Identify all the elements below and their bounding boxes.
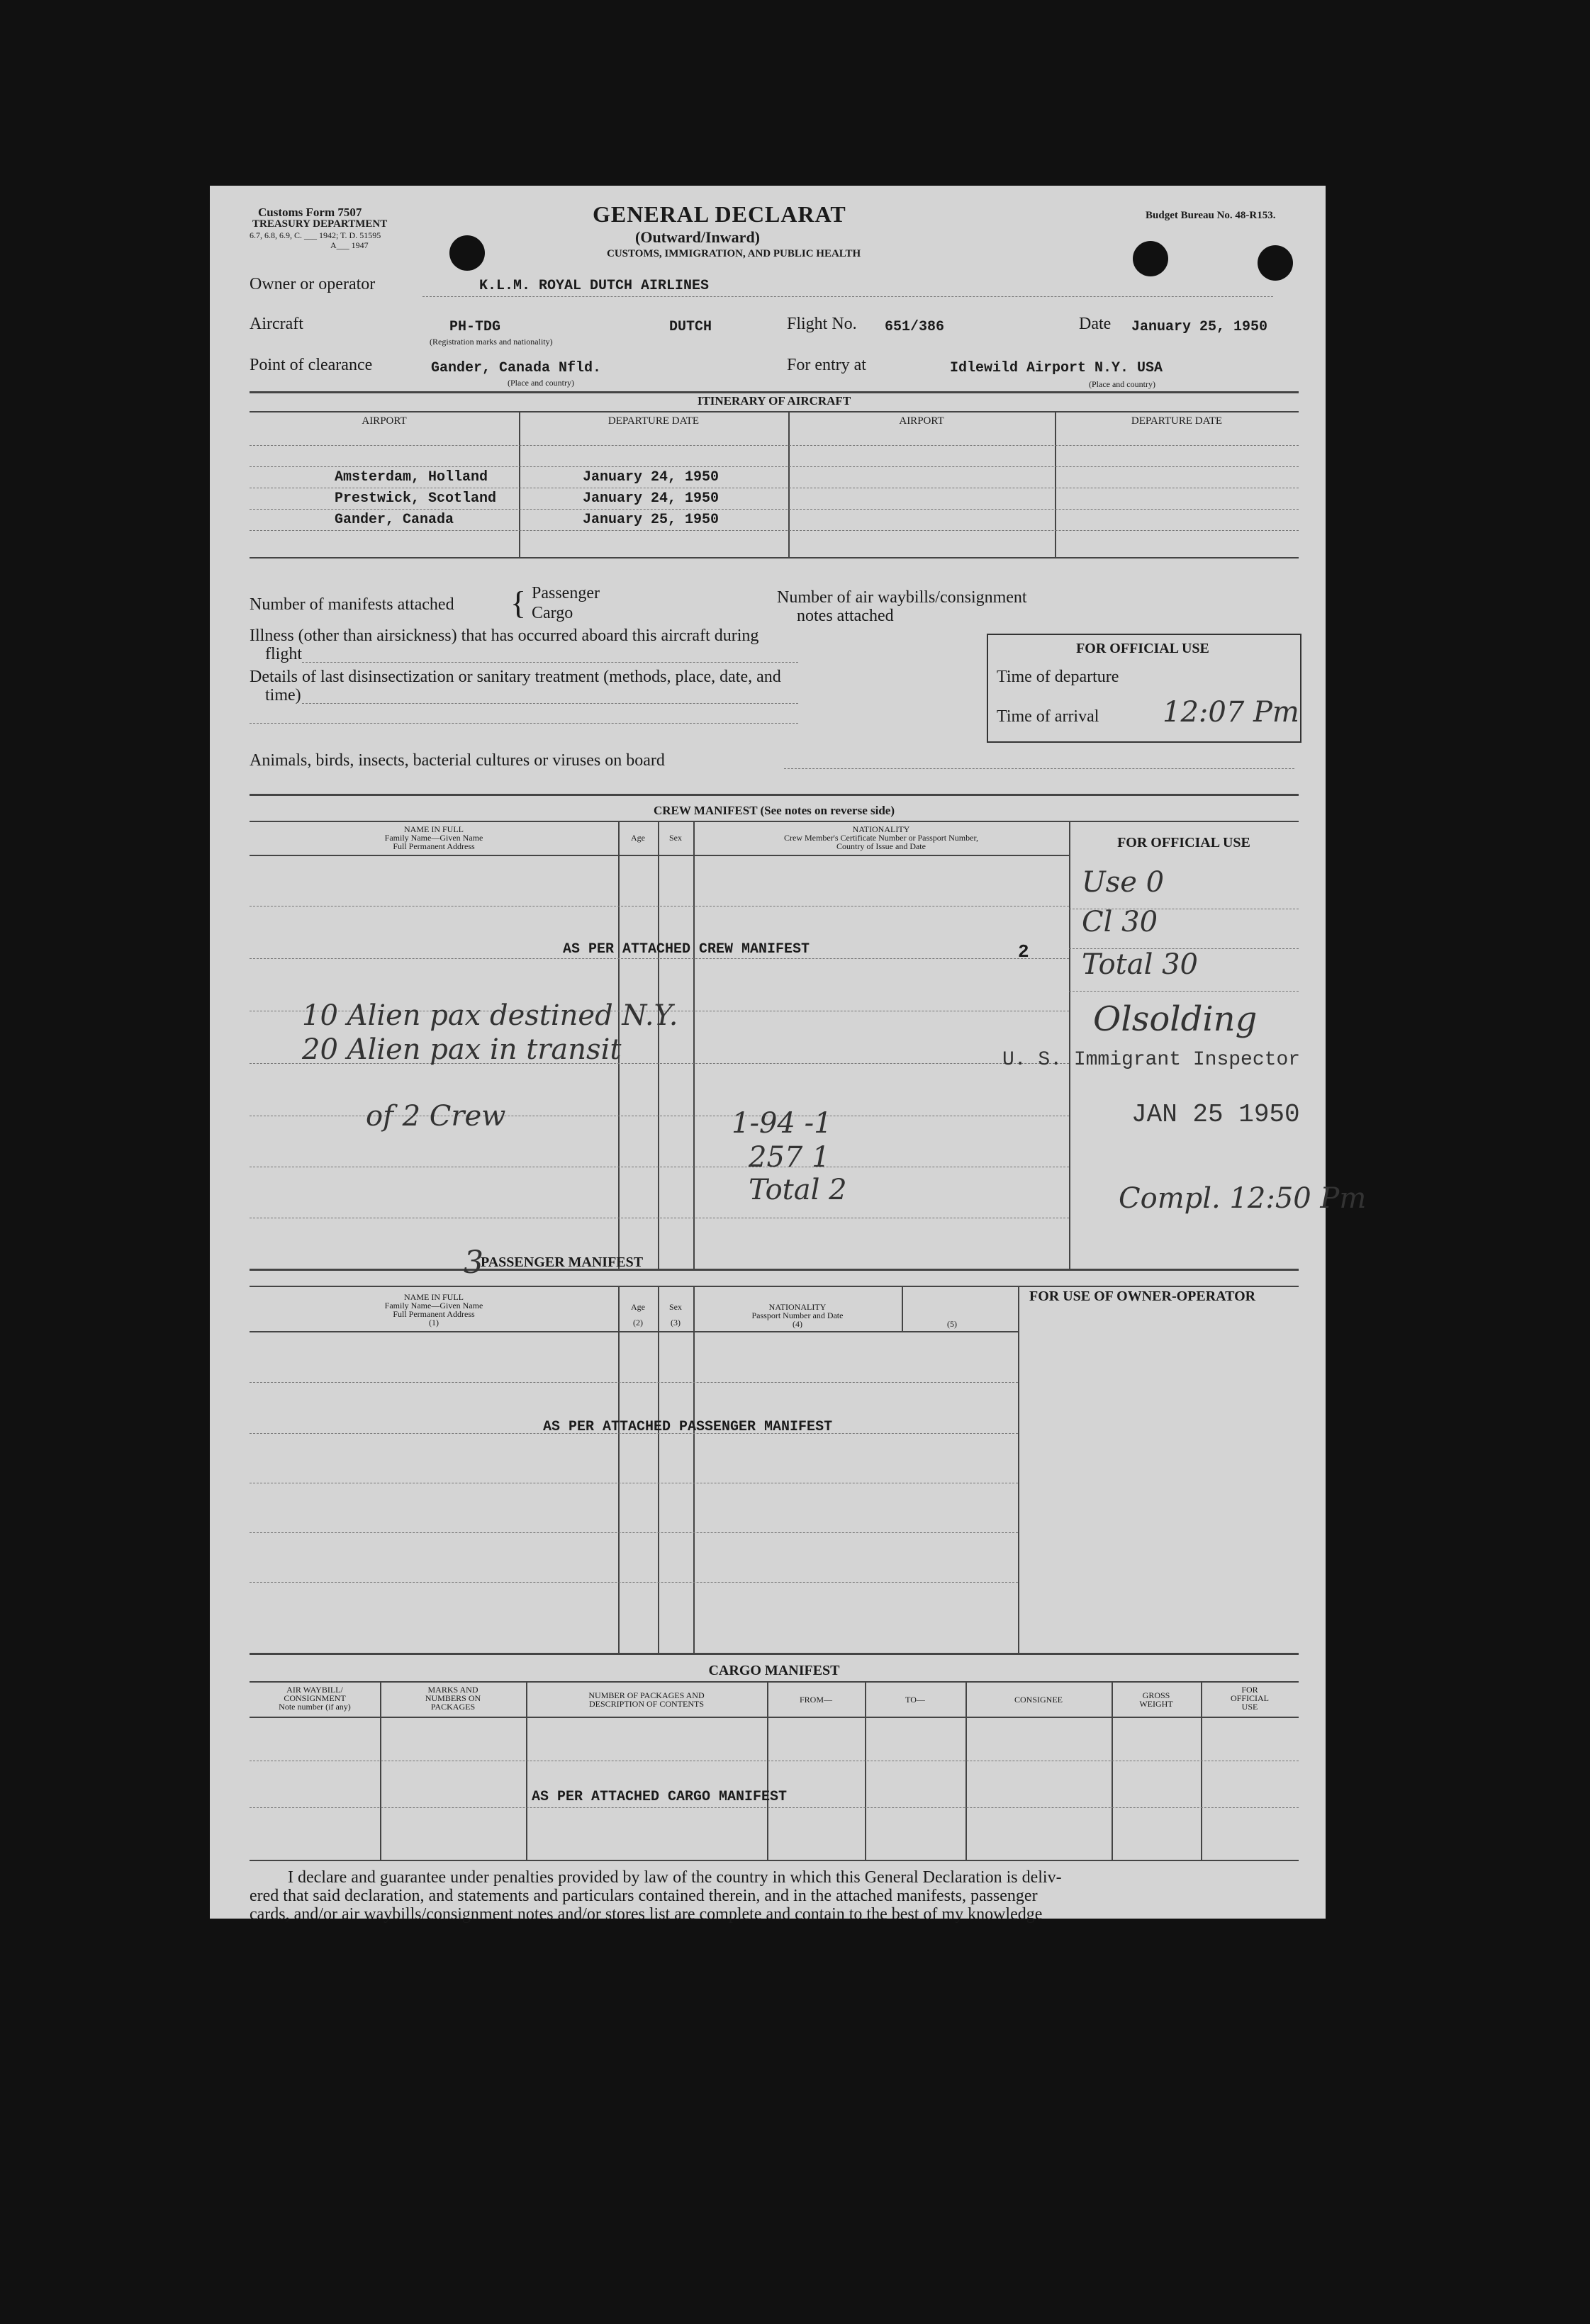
form-reference: 6.7, 6.8, 6.9, C. ___ 1942; T. D. 51595 xyxy=(250,230,381,240)
handwritten-alien-transit: 20 Alien pax in transit xyxy=(302,1033,622,1066)
waybills-line-1: Number of air waybills/consignment xyxy=(777,588,1027,607)
pax-owner-use: FOR USE OF OWNER-OPERATOR xyxy=(1029,1289,1256,1304)
declaration-line-2: ered that said declaration, and statements and particulars contained therein, and in the attached manifests, passenger xyxy=(250,1887,1038,1905)
pax-col-age-num: (2) xyxy=(633,1318,643,1327)
aircraft-label: Aircraft xyxy=(250,315,303,333)
manifest-passenger: Passenger xyxy=(532,584,600,602)
cargo-col-official-1: FOR xyxy=(1241,1685,1258,1695)
cargo-col-gross-1: GROSS xyxy=(1142,1690,1170,1700)
clearance-value: Gander, Canada Nfld. xyxy=(431,360,602,376)
handwritten-crew-note: of 2 Crew xyxy=(366,1100,506,1133)
form-reference-2: A___ 1947 xyxy=(330,240,369,250)
waybills-line-2: notes attached xyxy=(797,607,894,625)
tally-i94: 1-94 -1 xyxy=(732,1107,832,1140)
handwritten-alien-destined: 10 Alien pax destined N.Y. xyxy=(302,999,678,1032)
crew-col-name-2: Family Name—Given Name xyxy=(384,833,483,843)
crew-count-mark: 2 xyxy=(1018,941,1029,962)
cargo-col-waybill-1: AIR WAYBILL/ xyxy=(286,1685,343,1695)
itinerary-title: ITINERARY OF AIRCRAFT xyxy=(697,394,851,408)
tally-total: Total 2 xyxy=(749,1174,847,1206)
manifest-cargo: Cargo xyxy=(532,604,573,622)
declaration-line-3: cards, and/or air waybills/consignment notes and/or stores list are complete and contain to the best of my knowledge xyxy=(250,1905,1043,1924)
page-title: GENERAL DECLARAT xyxy=(593,201,846,227)
completed-time: Compl. 12:50 Pm xyxy=(1119,1182,1367,1215)
crew-col-nat-3: Country of Issue and Date xyxy=(836,841,926,851)
pax-col-sex-num: (3) xyxy=(671,1318,681,1327)
itinerary-date-1: January 24, 1950 xyxy=(583,469,720,485)
crew-manifest-title: CREW MANIFEST (See notes on reverse side) xyxy=(654,804,895,817)
crew-col-sex: Sex xyxy=(669,833,682,843)
itinerary-airport-1: Amsterdam, Holland xyxy=(335,469,488,485)
itinerary-date-2: January 24, 1950 xyxy=(583,490,720,507)
crew-col-age: Age xyxy=(631,833,645,843)
clearance-note: (Place and country) xyxy=(508,378,574,388)
cargo-manifest-title: CARGO MANIFEST xyxy=(708,1663,840,1678)
entry-note: (Place and country) xyxy=(1089,379,1155,389)
crew-as-per-attached: AS PER ATTACHED CREW MANIFEST xyxy=(563,941,810,958)
owner-value: K.L.M. ROYAL DUTCH AIRLINES xyxy=(479,278,710,294)
page-subtitle: (Outward/Inward) xyxy=(635,228,761,246)
department: TREASURY DEPARTMENT xyxy=(252,218,388,230)
official-use-count: Use 0 xyxy=(1082,866,1165,899)
pax-col-nat-2: Passport Number and Date xyxy=(751,1310,844,1320)
cargo-col-official-3: USE xyxy=(1241,1702,1258,1712)
aircraft-note: (Registration marks and nationality) xyxy=(430,337,553,347)
tally-257: 257 1 xyxy=(749,1141,830,1174)
owner-label: Owner or operator xyxy=(250,275,376,293)
cargo-col-consignee: CONSIGNEE xyxy=(1014,1695,1063,1705)
punch-hole xyxy=(449,235,485,271)
itinerary-date-3: January 25, 1950 xyxy=(583,512,720,528)
flight-value: 651/386 xyxy=(885,319,945,335)
pax-col-5: (5) xyxy=(947,1319,957,1329)
aircraft-nationality: DUTCH xyxy=(669,319,712,335)
pax-col-name-num: (1) xyxy=(429,1318,439,1327)
disinsect-line-1: Details of last disinsectization or sanitary treatment (methods, place, date, and xyxy=(250,668,781,686)
crew-col-nat-1: NATIONALITY xyxy=(852,824,910,834)
cargo-col-waybill-2: CONSIGNMENT xyxy=(284,1693,346,1703)
cargo-col-marks-3: PACKAGES xyxy=(430,1702,476,1712)
official-total-count: Total 30 xyxy=(1082,948,1198,981)
official-cl-count: Cl 30 xyxy=(1082,906,1158,938)
brace: { xyxy=(510,585,527,621)
cargo-col-packages-1: NUMBER OF PACKAGES AND xyxy=(588,1690,705,1700)
inspector-signature: Olsolding xyxy=(1093,999,1258,1039)
itinerary-col-departure: DEPARTURE DATE xyxy=(608,415,700,427)
cargo-col-marks-2: NUMBERS ON xyxy=(425,1693,481,1703)
cargo-col-waybill-3: Note number (if any) xyxy=(279,1702,351,1712)
crew-col-name-3: Full Permanent Address xyxy=(393,841,475,851)
illness-line-2: flight xyxy=(265,645,302,663)
cargo-col-to: TO— xyxy=(905,1695,925,1705)
declaration-form xyxy=(210,186,1367,1924)
illness-line-1: Illness (other than airsickness) that has occurred aboard this aircraft during xyxy=(250,627,759,645)
cargo-as-per-attached: AS PER ATTACHED CARGO MANIFEST xyxy=(532,1789,788,1805)
date-value: January 25, 1950 xyxy=(1131,319,1268,335)
crew-col-name-1: NAME IN FULL xyxy=(404,824,464,834)
pax-as-per-attached: AS PER ATTACHED PASSENGER MANIFEST xyxy=(543,1419,833,1435)
cargo-col-marks-1: MARKS AND xyxy=(427,1685,478,1695)
punch-hole xyxy=(1133,241,1168,276)
itinerary-airport-3: Gander, Canada xyxy=(335,512,454,528)
itinerary-airport-2: Prestwick, Scotland xyxy=(335,490,497,507)
budget-bureau: Budget Bureau No. 48-R153. xyxy=(1146,210,1276,221)
itinerary-col-airport-2: AIRPORT xyxy=(899,415,944,427)
cargo-col-official-2: OFFICIAL xyxy=(1230,1693,1269,1703)
pax-col-name-1: NAME IN FULL xyxy=(404,1292,464,1302)
manifests-label: Number of manifests attached xyxy=(250,595,454,614)
passenger-manifest-count: 3 xyxy=(464,1245,483,1281)
flight-label: Flight No. xyxy=(787,315,857,333)
official-box-title: FOR OFFICIAL USE xyxy=(1076,641,1209,656)
punch-hole xyxy=(1258,245,1293,281)
pax-col-nat-1: NATIONALITY xyxy=(768,1302,827,1312)
crew-col-official: FOR OFFICIAL USE xyxy=(1117,835,1250,851)
date-stamp: JAN 25 1950 xyxy=(1131,1100,1300,1129)
animals-line: Animals, birds, insects, bacterial cultures or viruses on board xyxy=(250,751,665,770)
date-label: Date xyxy=(1079,315,1112,333)
entry-value: Idlewild Airport N.Y. USA xyxy=(950,360,1163,376)
itinerary-col-airport: AIRPORT xyxy=(362,415,407,427)
pax-col-nat-num: (4) xyxy=(793,1319,802,1329)
declaration-line-1: I declare and guarantee under penalties provided by law of the country in which this General Declaration is deliv- xyxy=(288,1868,1062,1887)
time-of-arrival-label: Time of arrival xyxy=(997,707,1099,726)
pax-col-name-2: Family Name—Given Name xyxy=(384,1301,483,1310)
disinsect-line-2: time) xyxy=(265,686,301,705)
pax-col-sex: Sex xyxy=(669,1302,682,1312)
form-number: Customs Form 7507 xyxy=(258,206,362,219)
cargo-col-gross-2: WEIGHT xyxy=(1139,1699,1173,1709)
agency-line: CUSTOMS, IMMIGRATION, AND PUBLIC HEALTH xyxy=(607,248,861,259)
clearance-label: Point of clearance xyxy=(250,356,373,374)
passenger-manifest-title: PASSENGER MANIFEST xyxy=(481,1254,644,1270)
cargo-col-from: FROM— xyxy=(799,1695,832,1705)
itinerary-col-departure-2: DEPARTURE DATE xyxy=(1131,415,1223,427)
time-of-departure-label: Time of departure xyxy=(997,668,1119,686)
pax-col-age: Age xyxy=(631,1302,645,1312)
entry-label: For entry at xyxy=(787,356,866,374)
aircraft-registration: PH-TDG xyxy=(449,319,501,335)
cargo-col-packages-2: DESCRIPTION OF CONTENTS xyxy=(588,1699,704,1709)
pax-col-name-3: Full Permanent Address xyxy=(393,1309,475,1319)
arrival-time-handwritten: 12:07 Pm xyxy=(1163,696,1299,729)
crew-col-nat-2: Crew Member's Certificate Number or Passport Number, xyxy=(784,833,978,843)
inspector-title-stamp: U. S. Immigrant Inspector xyxy=(1002,1049,1301,1071)
